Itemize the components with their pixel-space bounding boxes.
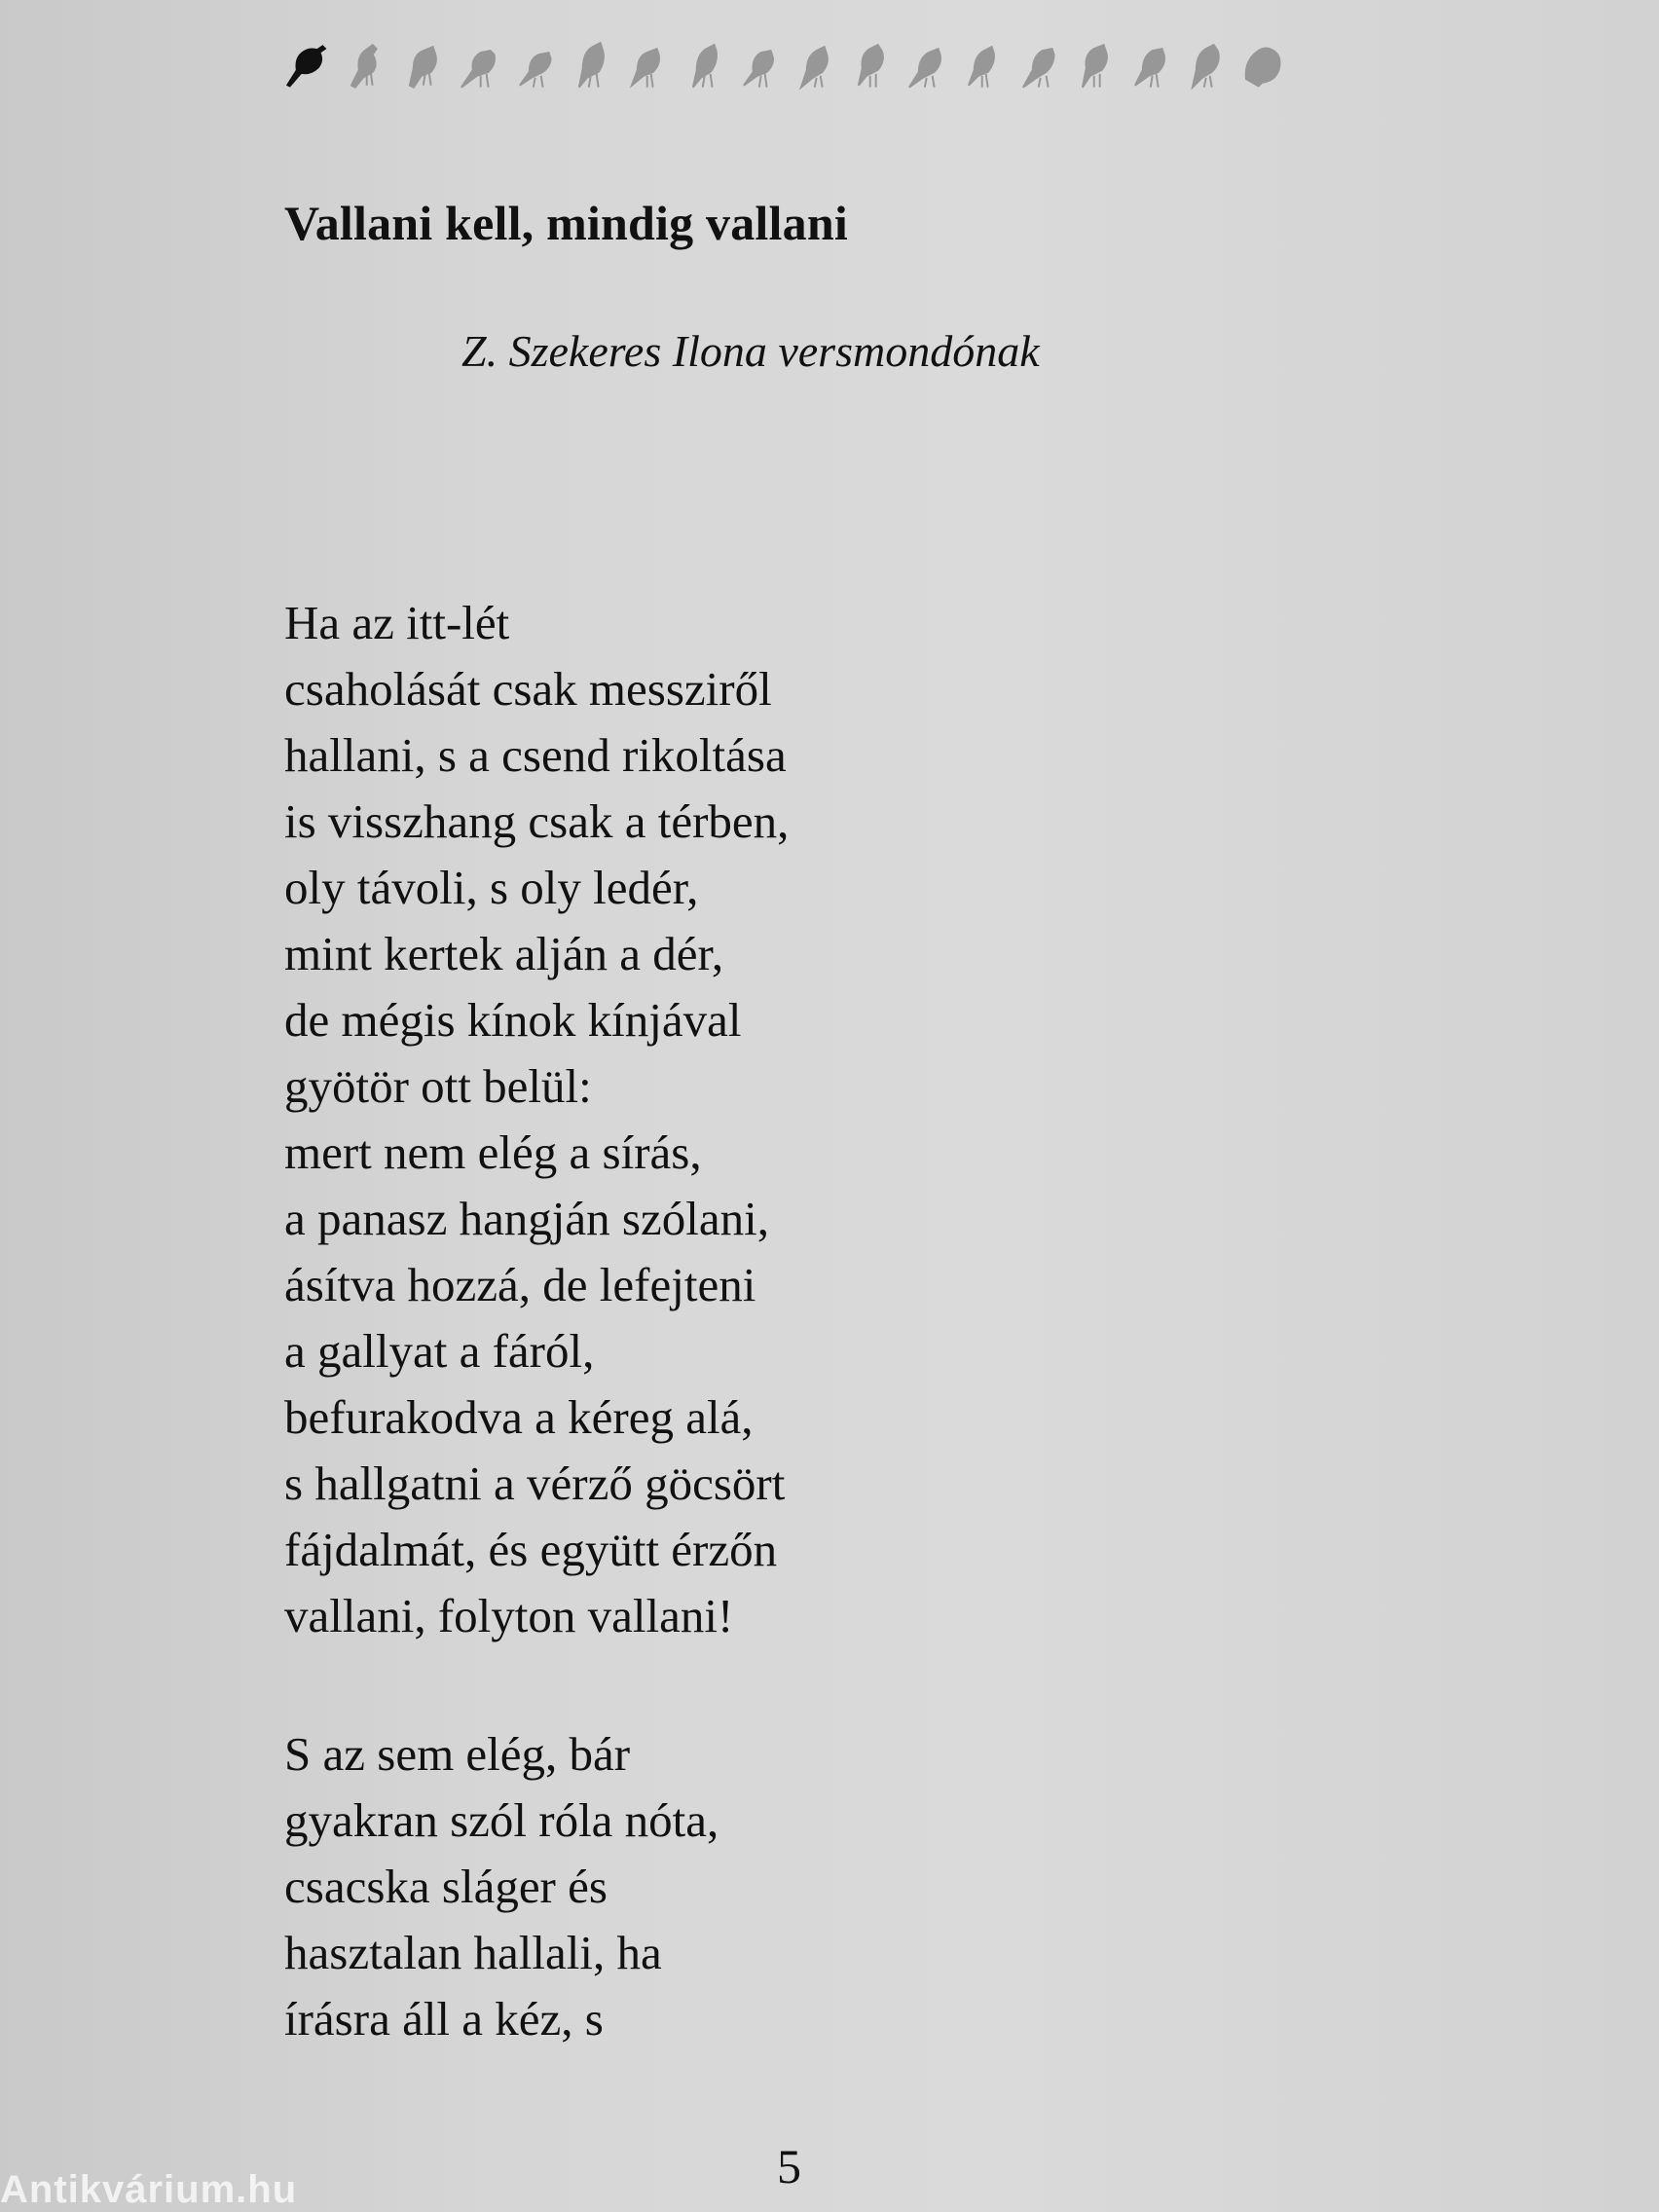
lead-bird-icon — [280, 27, 334, 90]
bird-icon — [903, 31, 949, 90]
poem-line: befurakodva a kéreg alá, — [284, 1390, 754, 1444]
poem-line: oly távoli, s oly ledér, — [284, 861, 699, 914]
poem-line: vallani, folyton vallani! — [284, 1589, 734, 1642]
poem-line: mert nem elég a sírás, — [284, 1125, 702, 1179]
bird-icon — [1183, 31, 1229, 90]
poem-line: hasztalan hallali, ha — [284, 1926, 662, 1979]
bird-icon — [624, 31, 670, 90]
poem-line: mint kertek alján a dér, — [284, 927, 724, 980]
bird-icon — [1239, 31, 1285, 90]
poem-line: a panasz hangján szólani, — [284, 1192, 769, 1245]
poem-line: hallani, s a csend rikoltása — [284, 728, 787, 782]
bird-icon — [736, 31, 782, 90]
poem-line: is visszhang csak a térben, — [284, 794, 790, 848]
bird-icon — [680, 31, 725, 90]
bird-icon — [512, 31, 558, 90]
poem-line: s hallgatni a vérző göcsört — [284, 1456, 786, 1510]
poem-line: gyötör ott belül: — [284, 1059, 592, 1113]
poem-dedication: Z. Szekeres Ilona versmondónak — [461, 326, 1040, 376]
poem-line: fájdalmát, és együtt érzőn — [284, 1523, 778, 1576]
bird-icon — [456, 31, 501, 90]
poem-line: csaholását csak messziről — [284, 662, 772, 716]
poem-line: Ha az itt-lét — [284, 596, 510, 649]
bird-icon — [344, 31, 389, 90]
bird-icon — [959, 31, 1005, 90]
poem-line: ásítva hozzá, de lefejteni — [284, 1258, 756, 1311]
bird-icon — [1015, 31, 1061, 90]
poem-title: Vallani kell, mindig vallani — [284, 196, 848, 250]
bird-icon — [1127, 31, 1173, 90]
poem-line: S az sem elég, bár — [284, 1727, 631, 1781]
bird-icon — [1071, 31, 1117, 90]
poem-line: csacska sláger és — [284, 1860, 608, 1913]
bird-icon — [400, 31, 446, 90]
poem-line: de mégis kínok kínjával — [284, 993, 742, 1047]
poem-line: gyakran szól róla nóta, — [284, 1793, 719, 1847]
bird-icon — [568, 31, 613, 90]
bird-icon — [847, 31, 893, 90]
poem-line: a gallyat a fáról, — [284, 1324, 595, 1378]
stanza-1 — [284, 590, 789, 1649]
stanza-2 — [284, 1721, 719, 2052]
page-number: 5 — [777, 2139, 801, 2194]
poem-line: írásra áll a kéz, s — [284, 1992, 604, 2046]
bird-header-strip — [280, 16, 1285, 90]
bird-icon — [792, 31, 837, 90]
watermark-logo: Antikvárium.hu — [0, 2168, 298, 2211]
